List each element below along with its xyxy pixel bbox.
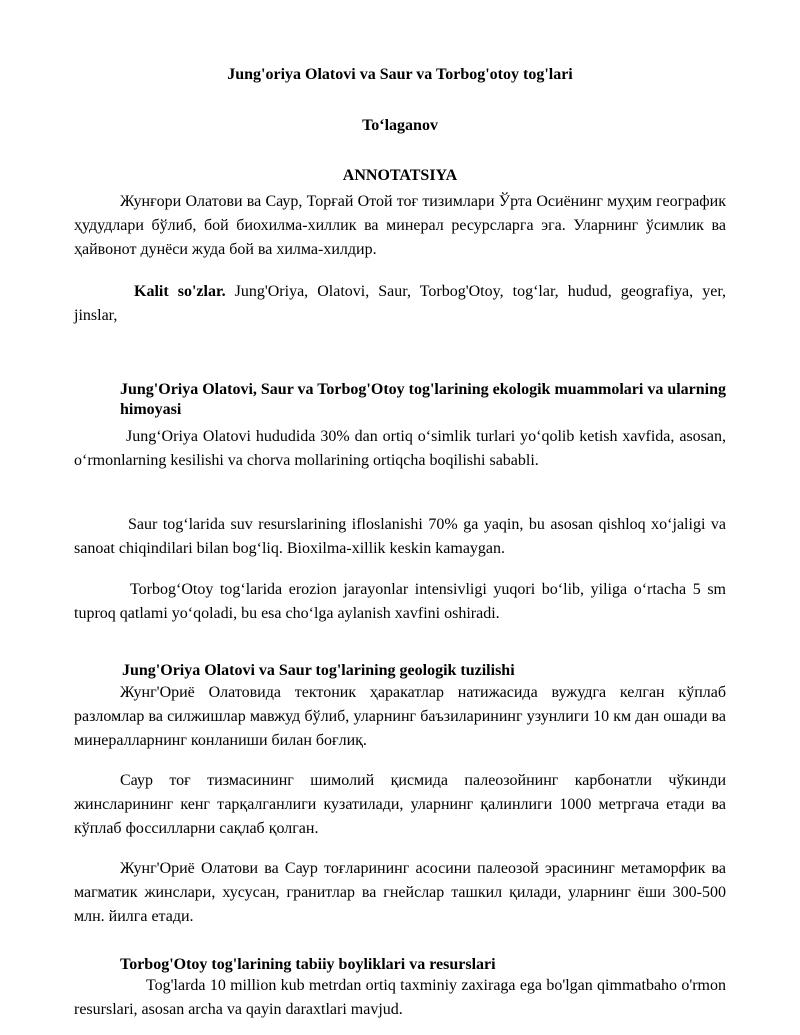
author-name: To‘laganov	[362, 117, 438, 134]
keywords-text: Jung'Oriya, Olatovi, Saur, Torbog'Otoy, tog‘lar, hudud, geografiya, yer, jinslar,	[74, 283, 727, 324]
geology-paragraph-1: Жунг'Ориё Олатовида тектоник ҳаракатлар натижасида вужудга келган кўплаб разломлар ва силжишлар мавжуд бўлиб, уларнинг баъзиларининг узунлиги 10 км дан ошади ва минералларнинг конланиши билан боғлиқ.	[74, 684, 726, 749]
keywords-paragraph	[74, 280, 726, 328]
section-heading-ecology: Jung'Oriya Olatovi, Saur va Torbog'Otoy tog'larining ekologik muammolari va ularning himoyasi	[120, 381, 726, 418]
ecology-paragraph-1: Jung‘Oriya Olatovi hududida 30% dan ortiq o‘simlik turlari yo‘qolib ketish xavfida, asosan, o‘rmonlarning kesilishi va chorva mollarining ortiqcha boqilishi sababli.	[74, 428, 726, 469]
abstract-heading: ANNOTATSIYA	[342, 167, 458, 184]
section-heading-resources: Torbog'Otoy tog'larining tabiiy boyliklari va resurslari	[120, 956, 496, 973]
document-title: Jung'oriya Olatovi va Saur va Torbog'otoy tog'lari	[227, 66, 573, 83]
ecology-paragraph-3: Torbog‘Otoy tog‘larida erozion jarayonlar intensivligi yuqori bo‘lib, yiliga o‘rtacha 5 sm tuproq qatlami yo‘qoladi, bu esa cho‘lga aylanish xavfini oshiradi.	[74, 581, 726, 622]
resources-paragraph-1: Tog'larda 10 million kub metrdan ortiq taxminiy zaxiraga ega bo'lgan qimmatbaho o'rmon resurslari, asosan archa va qayin daraxtlari mavjud.	[74, 977, 726, 1018]
keywords-label: Kalit so'zlar.	[134, 283, 226, 300]
section-heading-geology: Jung'Oriya Olatovi va Saur tog'larining geologik tuzilishi	[122, 662, 515, 679]
geology-paragraph-2: Саур тоғ тизмасининг шимолий қисмида палеозойнинг карбонатли чўкинди жинсларининг кенг тарқалганлиги кузатилади, уларнинг қалинлиги 1000 метргача етади ва кўплаб фоссилларни сақлаб қолган.	[74, 772, 726, 837]
ecology-paragraph-2: Saur tog‘larida suv resurslarining ifloslanishi 70% ga yaqin, bu asosan qishloq xo‘jaligi va sanoat chiqindilari bilan bog‘liq. Bioxilma-xillik keskin kamaygan.	[74, 516, 726, 557]
geology-paragraph-3: Жунг'Ориё Олатови ва Саур тоғларининг асосини палеозой эрасининг метаморфик ва магматик жинслари, хусусан, гранитлар ва гнейслар ташкил қилади, уларнинг ёши 300-500 млн. йилга етади.	[74, 860, 726, 925]
abstract-text: Жунғори Олатови ва Саур, Торғай Отой тоғ тизимлари Ўрта Осиёнинг муҳим географик ҳудудлари бўлиб, бой биохилма-хиллик ва минерал ресурсларга эга. Уларнинг ўсимлик ва ҳайвонот дунёси жуда бой ва хилма-хилдир.	[74, 193, 726, 258]
